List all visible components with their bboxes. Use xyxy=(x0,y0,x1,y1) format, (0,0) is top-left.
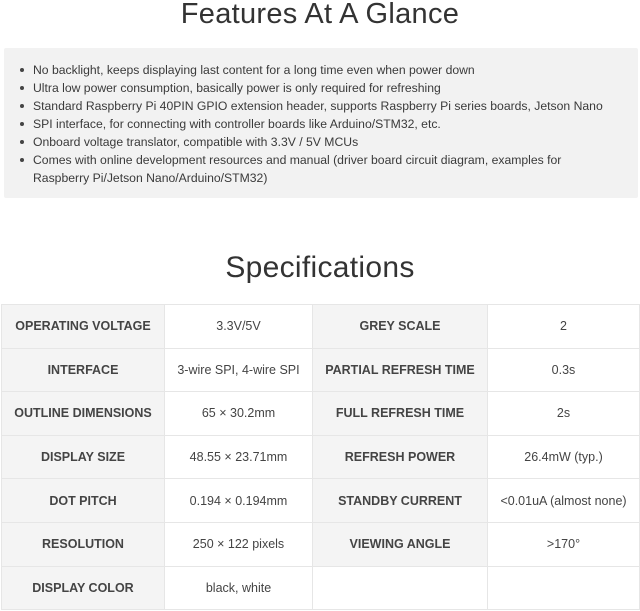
spec-value: 48.55 × 23.71mm xyxy=(165,435,313,479)
spec-label: REFRESH POWER xyxy=(313,435,488,479)
spec-value: 65 × 30.2mm xyxy=(165,392,313,436)
spec-label: OPERATING VOLTAGE xyxy=(2,305,165,349)
spec-value: 2s xyxy=(488,392,640,436)
spec-label: PARTIAL REFRESH TIME xyxy=(313,348,488,392)
table-row xyxy=(2,435,640,479)
spec-value: 0.194 × 0.194mm xyxy=(165,479,313,523)
spec-label: OUTLINE DIMENSIONS xyxy=(2,392,165,436)
spec-value: >170° xyxy=(488,522,640,566)
features-heading: Features At A Glance xyxy=(180,0,460,30)
spec-label: DISPLAY COLOR xyxy=(2,566,165,610)
spec-label: GREY SCALE xyxy=(313,305,488,349)
feature-item: No backlight, keeps displaying last content for a long time even when power down xyxy=(29,61,638,79)
spec-label: DOT PITCH xyxy=(2,479,165,523)
table-row xyxy=(2,479,640,523)
features-panel xyxy=(4,48,638,198)
feature-item: Onboard voltage translator, compatible with 3.3V / 5V MCUs xyxy=(29,133,638,151)
spec-empty-cell xyxy=(313,566,488,610)
specifications-heading: Specifications xyxy=(225,251,415,284)
spec-value: black, white xyxy=(165,566,313,610)
spec-value: 2 xyxy=(488,305,640,349)
specifications-table xyxy=(1,304,640,610)
spec-label: VIEWING ANGLE xyxy=(313,522,488,566)
spec-label: INTERFACE xyxy=(2,348,165,392)
spec-label: RESOLUTION xyxy=(2,522,165,566)
spec-label: STANDBY CURRENT xyxy=(313,479,488,523)
table-row xyxy=(2,566,640,610)
features-list xyxy=(4,48,638,187)
spec-value: 3.3V/5V xyxy=(165,305,313,349)
spec-value: <0.01uA (almost none) xyxy=(488,479,640,523)
feature-item: Ultra low power consumption, basically power is only required for refreshing xyxy=(29,79,638,97)
spec-empty-cell xyxy=(488,566,640,610)
spec-value: 250 × 122 pixels xyxy=(165,522,313,566)
feature-item: Standard Raspberry Pi 40PIN GPIO extension header, supports Raspberry Pi series boards, Jetson Nano xyxy=(29,97,638,115)
spec-label: DISPLAY SIZE xyxy=(2,435,165,479)
spec-label: FULL REFRESH TIME xyxy=(313,392,488,436)
table-row xyxy=(2,348,640,392)
feature-item: SPI interface, for connecting with controller boards like Arduino/STM32, etc. xyxy=(29,115,638,133)
table-row xyxy=(2,522,640,566)
spec-value: 0.3s xyxy=(488,348,640,392)
feature-item: Comes with online development resources and manual (driver board circuit diagram, examples for Raspberry Pi/Jetson Nano/Arduino/STM32) xyxy=(29,151,618,187)
table-row xyxy=(2,305,640,349)
spec-value: 3-wire SPI, 4-wire SPI xyxy=(165,348,313,392)
table-row xyxy=(2,392,640,436)
spec-value: 26.4mW (typ.) xyxy=(488,435,640,479)
